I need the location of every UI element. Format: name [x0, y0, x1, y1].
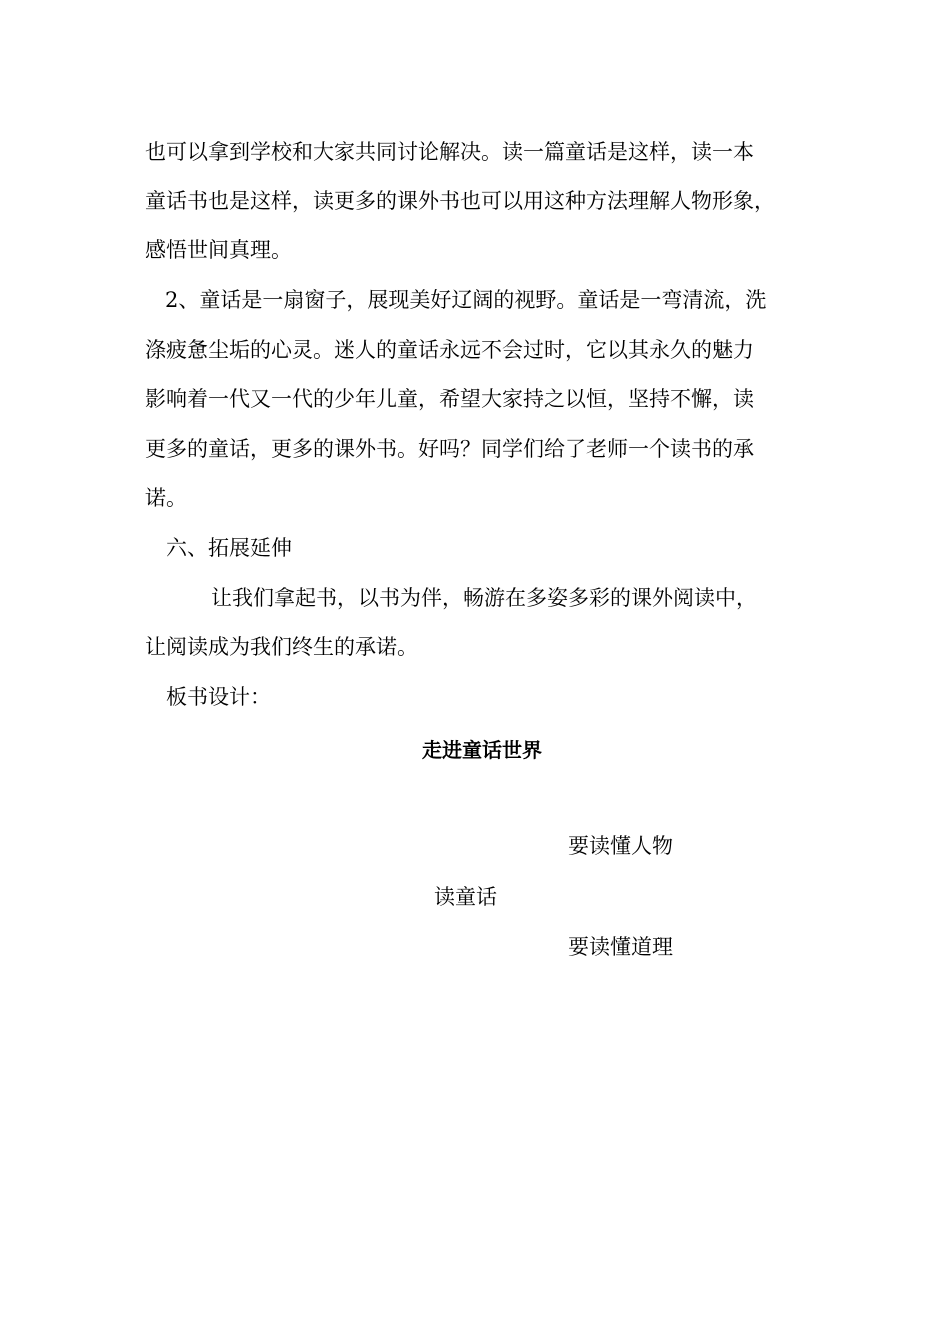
paragraph-line: 让我们拿起书，以书为伴，畅游在多姿多彩的课外阅读中， — [211, 586, 757, 610]
board-center-node: 读童话 — [434, 885, 497, 909]
paragraph-line: 也可以拿到学校和大家共同讨论解决。读一篇童话是这样，读一本 — [145, 140, 754, 164]
board-branch-bottom: 要读懂道理 — [568, 935, 673, 959]
board-branch-top: 要读懂人物 — [568, 834, 673, 858]
paragraph-line: 感悟世间真理。 — [145, 238, 292, 262]
paragraph-line: 童话书也是这样，读更多的课外书也可以用这种方法理解人物形象， — [145, 189, 775, 213]
paragraph-line: 影响着一代又一代的少年儿童，希望大家持之以恒，坚持不懈，读 — [145, 387, 754, 411]
section-heading: 六、拓展延伸 — [166, 536, 292, 560]
paragraph-line: 更多的童话，更多的课外书。好吗？同学们给了老师一个读书的承 — [145, 437, 754, 461]
board-design-label: 板书设计： — [166, 685, 271, 709]
paragraph-line: 涤疲惫尘垢的心灵。迷人的童话永远不会过时，它以其永久的魅力 — [145, 338, 754, 362]
paragraph-line: 诺。 — [145, 486, 187, 510]
board-title: 走进童话世界 — [422, 738, 542, 762]
paragraph-line: 2、童话是一扇窗子，展现美好辽阔的视野。童话是一弯清流，洗 — [165, 288, 767, 312]
paragraph-line: 让阅读成为我们终生的承诺。 — [145, 635, 418, 659]
